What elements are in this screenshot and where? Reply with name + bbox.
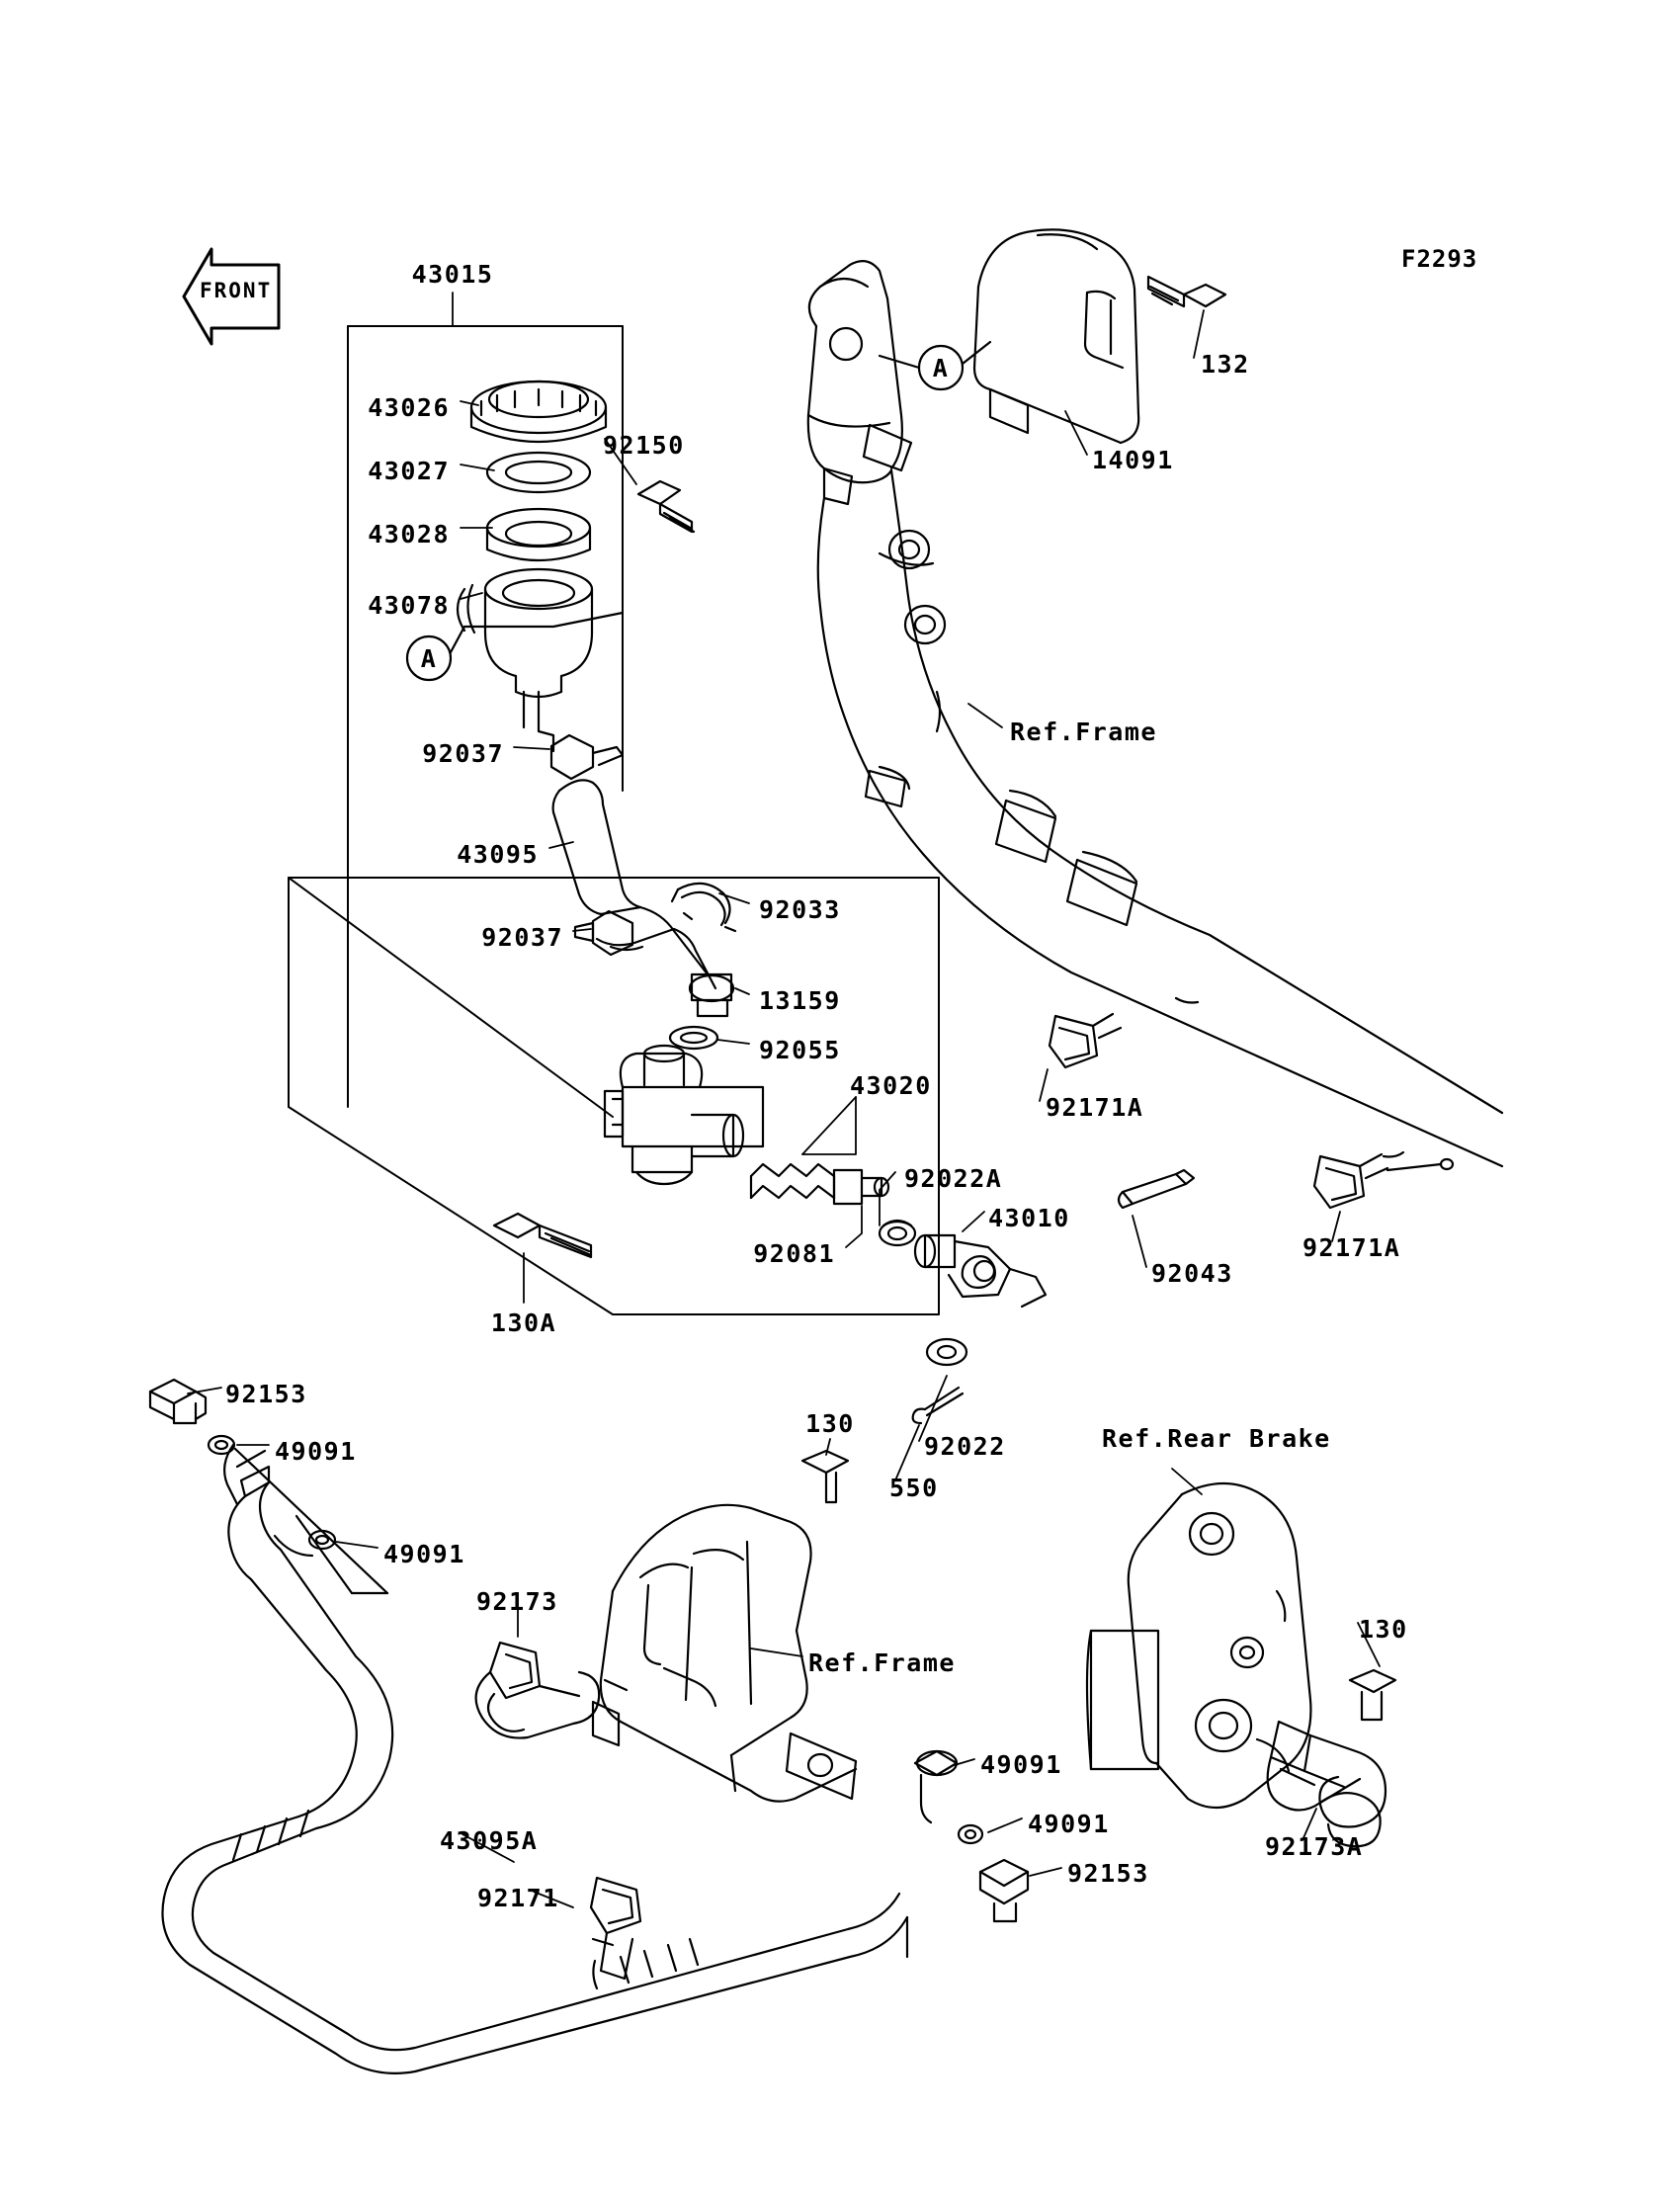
part-label-43078: 43078: [368, 591, 450, 620]
part-label-130: 130: [805, 1409, 855, 1438]
part-label-132: 132: [1201, 350, 1250, 379]
part-92150-bolt: [638, 481, 694, 532]
part-label-43026: 43026: [368, 393, 450, 422]
callout-letter-a-right: A: [932, 354, 950, 382]
part-49091-washer-4: [959, 1825, 982, 1843]
part-label-92173A: 92173A: [1265, 1832, 1364, 1861]
part-label-92033: 92033: [759, 895, 841, 924]
part-92037-clamp-lower: [575, 911, 632, 955]
part-label-RefFrame1: Ref.Frame: [1010, 718, 1157, 746]
part-label-43020: 43020: [850, 1071, 932, 1100]
part-43020-master-cylinder: [605, 1046, 763, 1184]
part-label-92153a: 92153: [225, 1380, 307, 1408]
part-92153-bolt-upper: [150, 1380, 206, 1423]
part-43078-reservoir: [458, 569, 592, 751]
part-92171A-clamp-1: [1050, 1014, 1121, 1067]
part-label-92171: 92171: [477, 1884, 559, 1912]
part-92171A-clamp-2: [1314, 1154, 1453, 1208]
part-label-92055: 92055: [759, 1036, 841, 1064]
part-92171-clamp-lower: [591, 1878, 640, 1979]
part-label-92037a: 92037: [422, 739, 504, 768]
group-bracket-43015: [348, 326, 623, 1107]
part-label-43028: 43028: [368, 520, 450, 549]
part-label-14091: 14091: [1092, 446, 1174, 474]
part-43095A-hose: [162, 1445, 907, 2073]
part-43027-diaphragm: [487, 453, 590, 492]
part-43028-plate: [487, 509, 590, 560]
part-92173A-bracket: [1268, 1722, 1386, 1846]
part-92037-clamp-upper: [551, 735, 623, 779]
part-label-130A: 130A: [490, 1309, 557, 1337]
part-label-92037b: 92037: [481, 923, 563, 952]
part-49091-washer-2: [235, 1449, 387, 1593]
part-label-92150: 92150: [603, 431, 685, 460]
part-label-43027: 43027: [368, 457, 450, 485]
part-label-13159: 13159: [759, 986, 841, 1015]
part-550-cotter-pin: [913, 1388, 963, 1423]
part-label-RefFrame2: Ref.Frame: [808, 1648, 956, 1677]
part-label-43010: 43010: [988, 1204, 1070, 1232]
leader-lines: [188, 293, 1380, 1907]
part-label-49091b: 49091: [383, 1540, 465, 1568]
part-92043-pin: [1119, 1170, 1194, 1208]
part-label-43015: 43015: [411, 260, 494, 289]
part-43026-cap: [471, 381, 606, 442]
part-92153-bolt-lower: [980, 1860, 1028, 1921]
part-92055-oring: [670, 1027, 717, 1049]
part-label-49091d: 49091: [1028, 1810, 1110, 1838]
part-14091-cover: [974, 229, 1138, 443]
part-92033-clip: [672, 884, 735, 931]
part-132-bolt: [1148, 277, 1225, 306]
part-92173-clamp: [476, 1643, 600, 1738]
part-label-92022: 92022: [924, 1432, 1006, 1461]
part-label-RefRearBrake: Ref.Rear Brake: [1102, 1424, 1331, 1453]
part-label-92153b: 92153: [1067, 1859, 1149, 1888]
part-130A-bolt: [494, 1214, 591, 1257]
front-arrow-label-wrap: [184, 259, 279, 332]
part-label-92171A_2: 92171A: [1302, 1233, 1401, 1262]
front-arrow-label: FRONT: [200, 279, 273, 302]
part-label-550: 550: [889, 1474, 939, 1502]
part-label-130b: 130: [1359, 1615, 1408, 1644]
part-label-92022A: 92022A: [904, 1164, 1003, 1193]
part-49091-washer-3: [915, 1751, 957, 1822]
part-43010-push-rod: [915, 1235, 1046, 1307]
part-label-43095A: 43095A: [440, 1826, 539, 1855]
part-130-bolt-lower: [1350, 1670, 1395, 1720]
part-92022A-washer: [880, 1221, 915, 1245]
callout-letter-a-upper: A: [420, 644, 438, 673]
ref-frame-upper: [808, 261, 1502, 1166]
drawing-code: F2293: [1401, 245, 1478, 273]
part-label-43095: 43095: [457, 840, 539, 869]
part-label-49091a: 49091: [275, 1437, 357, 1466]
part-label-92173: 92173: [476, 1587, 558, 1616]
part-label-49091c: 49091: [980, 1750, 1062, 1779]
part-92022-washer: [927, 1339, 966, 1365]
part-92081-spring: [751, 1164, 888, 1204]
part-label-92081: 92081: [753, 1239, 835, 1268]
part-label-92171A_1: 92171A: [1046, 1093, 1144, 1122]
assembly-outline-box: [289, 878, 939, 1314]
part-130-bolt-mid: [802, 1451, 848, 1502]
part-label-92043: 92043: [1151, 1259, 1233, 1288]
part-49091-washer-1: [209, 1436, 234, 1454]
